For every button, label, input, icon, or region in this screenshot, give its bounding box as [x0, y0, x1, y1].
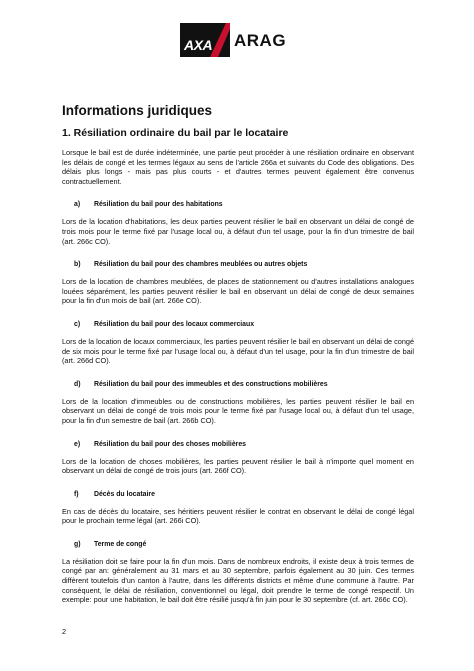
section-c-heading [62, 320, 414, 329]
section-g-letter: g) [74, 540, 81, 548]
section-e [62, 440, 414, 476]
axa-logo-mark [180, 23, 230, 57]
section-f-heading [62, 490, 414, 499]
section-f [62, 490, 414, 526]
section-d-letter: d) [74, 380, 81, 388]
section-g-text: La résiliation doit se faire pour la fin d'un mois. Dans de nombreux endroits, il existe deux à trois termes de congé par an: généralement au 31 mars et au 30 septembre, parfois également au 30 juin. Ces termes diffèrent toutefois d'un canton à l'autre, dans les différents districts et même d'une commune à l'autre. Par conséquent, le délai de résiliation, conventionnel ou légal, doit prendre le terme de congé respectif. Un exemple: pour une habitation, le bail doit être résilié jusqu'à fin juin pour le 30 septembre (cf. art. 266c CO). [62, 556, 414, 605]
section-d-title: Résiliation du bail pour des immeubles et des constructions mobilières [94, 380, 328, 388]
section-a-text: Lors de la location d'habitations, les deux parties peuvent résilier le bail en observant un délai de congé de trois mois pour le terme fixé par l'usage local ou, à défaut d'un tel usage, pour la fin d'un trimestre de bail (art. 266c CO). [62, 217, 414, 246]
section-d-heading [62, 380, 414, 389]
axa-logo-text: AXA [184, 37, 213, 53]
document-content [62, 103, 414, 605]
intro-paragraph: Lorsque le bail est de durée indéterminée, une partie peut procéder à une résiliation ordinaire en observant les délais de congé et les termes légaux au sens de l'article 266a et suivants du Code des obligations. Des délais plus longs - mais pas plus courts - et d'autres termes peuvent également être convenus contractuellement. [62, 148, 414, 186]
section-c [62, 320, 414, 366]
page-title: Informations juridiques [62, 103, 213, 118]
section-d-text: Lors de la location d'immeubles ou de constructions mobilières, les parties peuvent résilier le bail en observant un délai de congé de trois mois pour le terme fixé par l'usage local ou, à défaut d'un tel usage, pour la fin d'un semestre de bail (art. 266b CO). [62, 396, 414, 425]
section-a-title: Résiliation du bail pour des habitations [94, 201, 223, 209]
section-d [62, 380, 414, 426]
section-f-title: Décès du locataire [94, 490, 155, 498]
section-e-title: Résiliation du bail pour des choses mobilières [94, 440, 247, 448]
section-a-letter: a) [74, 201, 81, 209]
section-b-heading [62, 260, 414, 269]
section-g [62, 540, 414, 605]
section-b [62, 260, 414, 306]
section-g-title: Terme de congé [94, 540, 147, 548]
page-number: 2 [62, 627, 67, 636]
section-b-letter: b) [74, 261, 81, 269]
section-b-text: Lors de la location de chambres meublées, de places de stationnement ou d'autres installations analogues louées séparément, les parties peuvent résilier le bail en observant un délai de congé de deux semaines pour la fin d'un mois de bail (art. 266e CO). [62, 277, 414, 306]
arag-logo-text: ARAG [234, 31, 287, 50]
section-f-letter: f) [74, 490, 79, 498]
section-a [62, 200, 414, 246]
section-heading: 1. Résiliation ordinaire du bail par le locataire [62, 127, 289, 139]
section-c-letter: c) [74, 320, 81, 328]
section-e-letter: e) [74, 440, 81, 448]
section-e-text: Lors de la location de choses mobilières, les parties peuvent résilier le bail à n'importe quel moment en observant un délai de congé de trois jours (art. 266f CO). [62, 456, 414, 476]
section-g-heading [62, 540, 414, 549]
section-a-heading [62, 200, 414, 209]
axa-arag-logo [180, 23, 287, 57]
section-c-title: Résiliation du bail pour des locaux commerciaux [94, 320, 255, 328]
section-e-heading [62, 440, 414, 449]
section-f-text: En cas de décès du locataire, ses héritiers peuvent résilier le contrat en observant le délai de congé légal pour le prochain terme légal (art. 266i CO). [62, 506, 414, 526]
section-c-text: Lors de la location de locaux commerciaux, les parties peuvent résilier le bail en observant un délai de congé de six mois pour le terme fixé par l'usage local ou, à défaut d'un tel usage, pour la fin d'un trimestre de bail (art. 266d CO). [62, 336, 414, 366]
section-b-title: Résiliation du bail pour des chambres meublées ou autres objets [94, 261, 308, 269]
